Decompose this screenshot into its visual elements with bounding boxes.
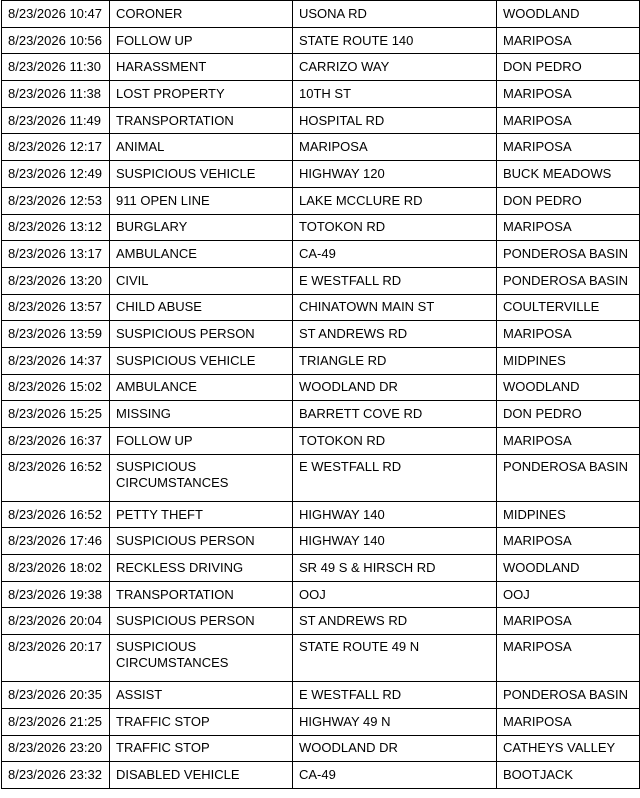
- cell-location: TOTOKON RD: [293, 214, 497, 241]
- cell-area: MIDPINES: [497, 347, 640, 374]
- cell-call-type: RECKLESS DRIVING: [110, 555, 293, 582]
- cell-location: E WESTFALL RD: [293, 682, 497, 709]
- cell-location: USONA RD: [293, 1, 497, 28]
- table-row: [2, 581, 640, 608]
- cell-location: STATE ROUTE 140: [293, 27, 497, 54]
- cell-datetime: 8/23/2026 13:57: [2, 294, 110, 321]
- cell-call-type: HARASSMENT: [110, 54, 293, 81]
- cell-call-type: TRANSPORTATION: [110, 107, 293, 134]
- cell-location: HOSPITAL RD: [293, 107, 497, 134]
- table-row: [2, 1, 640, 28]
- table-row: [2, 27, 640, 54]
- cell-location: CHINATOWN MAIN ST: [293, 294, 497, 321]
- cell-datetime: 8/23/2026 13:20: [2, 267, 110, 294]
- cell-area: WOODLAND: [497, 374, 640, 401]
- cell-call-type: SUSPICIOUS VEHICLE: [110, 347, 293, 374]
- cell-datetime: 8/23/2026 11:49: [2, 107, 110, 134]
- table-row: [2, 267, 640, 294]
- cell-datetime: 8/23/2026 13:17: [2, 241, 110, 268]
- table-row: [2, 321, 640, 348]
- cell-location: ST ANDREWS RD: [293, 608, 497, 635]
- cell-location: E WESTFALL RD: [293, 454, 497, 501]
- cell-call-type: ASSIST: [110, 682, 293, 709]
- cell-datetime: 8/23/2026 16:52: [2, 501, 110, 528]
- cell-call-type: BURGLARY: [110, 214, 293, 241]
- cell-call-type: CORONER: [110, 1, 293, 28]
- cell-area: PONDEROSA BASIN: [497, 454, 640, 501]
- cell-area: WOODLAND: [497, 1, 640, 28]
- table-row: [2, 528, 640, 555]
- cell-datetime: 8/23/2026 11:38: [2, 81, 110, 108]
- cell-area: PONDEROSA BASIN: [497, 267, 640, 294]
- cell-location: ST ANDREWS RD: [293, 321, 497, 348]
- cell-area: MARIPOSA: [497, 81, 640, 108]
- cell-datetime: 8/23/2026 12:53: [2, 187, 110, 214]
- cell-call-type: AMBULANCE: [110, 374, 293, 401]
- cell-call-type: SUSPICIOUS PERSON: [110, 321, 293, 348]
- cell-call-type: 911 OPEN LINE: [110, 187, 293, 214]
- table-row: [2, 682, 640, 709]
- cell-datetime: 8/23/2026 16:52: [2, 454, 110, 501]
- cell-area: MARIPOSA: [497, 635, 640, 682]
- cell-datetime: 8/23/2026 10:56: [2, 27, 110, 54]
- cell-call-type: SUSPICIOUS CIRCUMSTANCES: [110, 454, 293, 501]
- table-row: [2, 374, 640, 401]
- cell-call-type: LOST PROPERTY: [110, 81, 293, 108]
- cell-call-type: CHILD ABUSE: [110, 294, 293, 321]
- cell-datetime: 8/23/2026 10:47: [2, 1, 110, 28]
- cell-location: HIGHWAY 120: [293, 161, 497, 188]
- cell-area: MARIPOSA: [497, 428, 640, 455]
- cell-datetime: 8/23/2026 20:04: [2, 608, 110, 635]
- cell-area: COULTERVILLE: [497, 294, 640, 321]
- cell-datetime: 8/23/2026 13:59: [2, 321, 110, 348]
- cell-datetime: 8/23/2026 19:38: [2, 581, 110, 608]
- table-row: [2, 762, 640, 789]
- table-row: [2, 54, 640, 81]
- cell-datetime: 8/23/2026 17:46: [2, 528, 110, 555]
- cell-datetime: 8/23/2026 21:25: [2, 708, 110, 735]
- cell-area: MARIPOSA: [497, 27, 640, 54]
- table-row: [2, 107, 640, 134]
- table-row: [2, 347, 640, 374]
- cell-area: WOODLAND: [497, 555, 640, 582]
- cell-call-type: MISSING: [110, 401, 293, 428]
- cell-location: WOODLAND DR: [293, 735, 497, 762]
- cell-call-type: FOLLOW UP: [110, 428, 293, 455]
- table-row: [2, 555, 640, 582]
- cell-call-type: ANIMAL: [110, 134, 293, 161]
- table-row: [2, 187, 640, 214]
- cell-call-type: TRAFFIC STOP: [110, 735, 293, 762]
- cell-datetime: 8/23/2026 12:17: [2, 134, 110, 161]
- cell-datetime: 8/23/2026 15:25: [2, 401, 110, 428]
- cell-location: CA-49: [293, 241, 497, 268]
- table-row: [2, 161, 640, 188]
- table-row: [2, 501, 640, 528]
- cell-area: DON PEDRO: [497, 54, 640, 81]
- cell-area: DON PEDRO: [497, 401, 640, 428]
- cell-location: WOODLAND DR: [293, 374, 497, 401]
- cell-call-type: SUSPICIOUS VEHICLE: [110, 161, 293, 188]
- cell-datetime: 8/23/2026 12:49: [2, 161, 110, 188]
- cell-call-type: TRANSPORTATION: [110, 581, 293, 608]
- cell-area: MARIPOSA: [497, 528, 640, 555]
- table-row: [2, 241, 640, 268]
- cell-datetime: 8/23/2026 18:02: [2, 555, 110, 582]
- cell-location: OOJ: [293, 581, 497, 608]
- cell-call-type: TRAFFIC STOP: [110, 708, 293, 735]
- table-row: [2, 214, 640, 241]
- cell-datetime: 8/23/2026 11:30: [2, 54, 110, 81]
- cell-location: TRIANGLE RD: [293, 347, 497, 374]
- cell-area: CATHEYS VALLEY: [497, 735, 640, 762]
- cell-location: BARRETT COVE RD: [293, 401, 497, 428]
- cell-location: SR 49 S & HIRSCH RD: [293, 555, 497, 582]
- table-row: [2, 134, 640, 161]
- table-row: [2, 81, 640, 108]
- table-row: [2, 635, 640, 682]
- cell-call-type: PETTY THEFT: [110, 501, 293, 528]
- cell-location: TOTOKON RD: [293, 428, 497, 455]
- cell-call-type: DISABLED VEHICLE: [110, 762, 293, 789]
- cell-area: BUCK MEADOWS: [497, 161, 640, 188]
- cell-datetime: 8/23/2026 14:37: [2, 347, 110, 374]
- cell-location: HIGHWAY 140: [293, 501, 497, 528]
- cell-location: MARIPOSA: [293, 134, 497, 161]
- cell-call-type: SUSPICIOUS PERSON: [110, 608, 293, 635]
- cell-area: DON PEDRO: [497, 187, 640, 214]
- cell-location: CARRIZO WAY: [293, 54, 497, 81]
- cell-datetime: 8/23/2026 20:17: [2, 635, 110, 682]
- table-row: [2, 608, 640, 635]
- cell-datetime: 8/23/2026 23:32: [2, 762, 110, 789]
- cell-area: MARIPOSA: [497, 708, 640, 735]
- cell-call-type: CIVIL: [110, 267, 293, 294]
- cell-area: MARIPOSA: [497, 134, 640, 161]
- table-row: [2, 428, 640, 455]
- cell-location: HIGHWAY 49 N: [293, 708, 497, 735]
- table-row: [2, 401, 640, 428]
- cell-location: STATE ROUTE 49 N: [293, 635, 497, 682]
- cell-area: BOOTJACK: [497, 762, 640, 789]
- cell-area: OOJ: [497, 581, 640, 608]
- call-log-body: [2, 1, 640, 789]
- cell-datetime: 8/23/2026 15:02: [2, 374, 110, 401]
- table-row: [2, 708, 640, 735]
- cell-location: E WESTFALL RD: [293, 267, 497, 294]
- cell-call-type: SUSPICIOUS CIRCUMSTANCES: [110, 635, 293, 682]
- cell-datetime: 8/23/2026 23:20: [2, 735, 110, 762]
- cell-location: 10TH ST: [293, 81, 497, 108]
- cell-area: MARIPOSA: [497, 321, 640, 348]
- cell-location: CA-49: [293, 762, 497, 789]
- cell-area: MIDPINES: [497, 501, 640, 528]
- cell-datetime: 8/23/2026 13:12: [2, 214, 110, 241]
- cell-area: MARIPOSA: [497, 608, 640, 635]
- cell-location: HIGHWAY 140: [293, 528, 497, 555]
- table-row: [2, 294, 640, 321]
- table-row: [2, 454, 640, 501]
- call-log-table: [1, 0, 640, 789]
- cell-location: LAKE MCCLURE RD: [293, 187, 497, 214]
- cell-call-type: FOLLOW UP: [110, 27, 293, 54]
- cell-area: MARIPOSA: [497, 107, 640, 134]
- cell-call-type: SUSPICIOUS PERSON: [110, 528, 293, 555]
- table-row: [2, 735, 640, 762]
- cell-datetime: 8/23/2026 16:37: [2, 428, 110, 455]
- cell-area: PONDEROSA BASIN: [497, 682, 640, 709]
- cell-area: PONDEROSA BASIN: [497, 241, 640, 268]
- cell-datetime: 8/23/2026 20:35: [2, 682, 110, 709]
- cell-area: MARIPOSA: [497, 214, 640, 241]
- cell-call-type: AMBULANCE: [110, 241, 293, 268]
